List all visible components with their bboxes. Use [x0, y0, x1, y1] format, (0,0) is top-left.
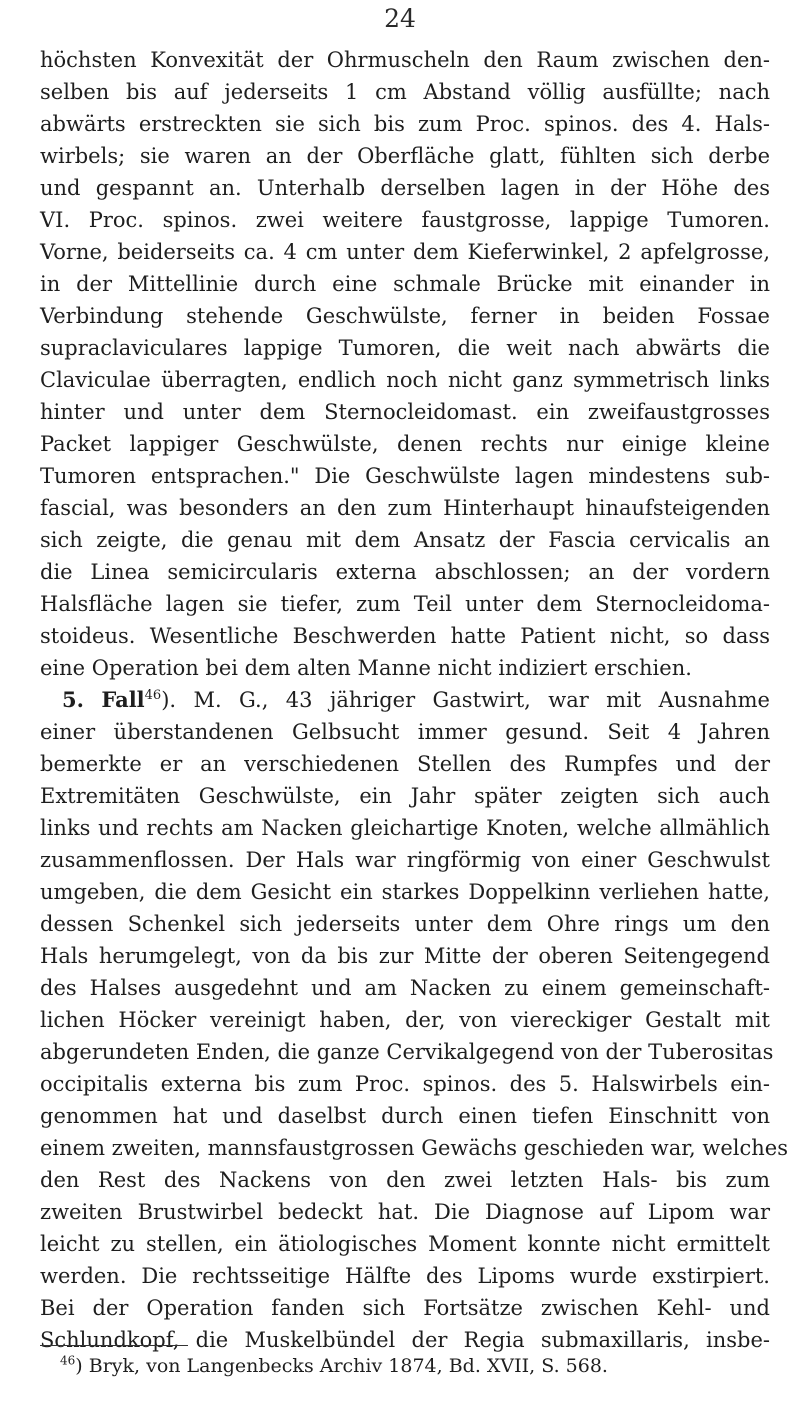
text-line: werden. Die rechtsseitige Hälfte des Lipoms wurde exstirpiert. — [40, 1264, 770, 1288]
text-line: einer überstandenen Gelbsucht immer gesund. Seit 4 Jahren — [40, 720, 770, 744]
case-heading-line — [40, 684, 770, 716]
text-line: in der Mittellinie durch eine schmale Brücke mit einander in — [40, 272, 770, 296]
text-line: Bei der Operation fanden sich Fortsätze zwischen Kehl- und — [40, 1296, 770, 1320]
footnote-marker: 46 — [60, 1353, 76, 1368]
footnote-divider — [40, 1345, 188, 1346]
case-label: Fall — [101, 687, 145, 712]
text-line: dessen Schenkel sich jederseits unter dem Ohre rings um den — [40, 912, 770, 936]
text-line: Verbindung stehende Geschwülste, ferner in beiden Fossae — [40, 304, 770, 328]
text-line: die Linea semicircularis externa abschlossen; an der vordern — [40, 560, 770, 584]
text-line: hinter und unter dem Sternocleidomast. ein zweifaustgrosses — [40, 400, 770, 424]
text-line: Hals herumgelegt, von da bis zur Mitte der oberen Seitengegend — [40, 944, 770, 968]
text-line: supraclaviculares lappige Tumoren, die weit nach abwärts die — [40, 336, 770, 360]
text-line: abwärts erstreckten sie sich bis zum Proc. spinos. des 4. Hals- — [40, 112, 770, 136]
text-line: VI. Proc. spinos. zwei weitere faustgrosse, lappige Tumoren. — [40, 208, 770, 232]
footnote-text: ) Bryk, von Langenbecks Archiv 1874, Bd. XVII, S. 568. — [75, 1355, 608, 1377]
text-line: Vorne, beiderseits ca. 4 cm unter dem Kieferwinkel, 2 apfelgrosse, — [40, 240, 770, 264]
footnote-reference: 46 — [144, 688, 162, 703]
text-line: einem zweiten, mannsfaustgrossen Gewächs geschieden war, welches — [40, 1136, 788, 1160]
text-line: Claviculae überragten, endlich noch nicht ganz symmetrisch links — [40, 368, 770, 392]
text-line: fascial, was besonders an den zum Hinterhaupt hinaufsteigenden — [40, 496, 770, 520]
text-line: Halsfläche lagen sie tiefer, zum Teil unter dem Sternocleidoma- — [40, 592, 770, 616]
body-text — [40, 44, 788, 1356]
text-line: occipitalis externa bis zum Proc. spinos. des 5. Halswirbels ein- — [40, 1072, 770, 1096]
text-line: zweiten Brustwirbel bedeckt hat. Die Diagnose auf Lipom war — [40, 1200, 770, 1224]
case-first-line: M. G., 43 jähriger Gastwirt, war mit Ausnahme — [193, 688, 770, 712]
text-line: umgeben, die dem Gesicht ein starkes Doppelkinn verliehen hatte, — [40, 880, 770, 904]
case-number: 5. — [62, 687, 84, 712]
text-line: lichen Höcker vereinigt haben, der, von viereckiger Gestalt mit — [40, 1008, 770, 1032]
text-line: bemerkte er an verschiedenen Stellen des Rumpfes und der — [40, 752, 770, 776]
text-line: stoideus. Wesentliche Beschwerden hatte Patient nicht, so dass — [40, 624, 770, 648]
text-line: des Halses ausgedehnt und am Nacken zu einem gemeinschaft- — [40, 976, 770, 1000]
case-closing: ). — [161, 688, 177, 712]
text-line: links und rechts am Nacken gleichartige Knoten, welche allmählich — [40, 816, 770, 840]
text-line: abgerundeten Enden, die ganze Cervikalgegend von der Tuberositas — [40, 1040, 774, 1064]
text-line: genommen hat und daselbst durch einen tiefen Einschnitt von — [40, 1104, 770, 1128]
page-number: 24 — [384, 4, 416, 33]
text-line: leicht zu stellen, ein ätiologisches Moment konnte nicht ermittelt — [40, 1232, 770, 1256]
footnote — [60, 1352, 760, 1380]
text-line: Extremitäten Geschwülste, ein Jahr später zeigten sich auch — [40, 784, 770, 808]
text-line: den Rest des Nackens von den zwei letzten Hals- bis zum — [40, 1168, 770, 1192]
text-line: und gespannt an. Unterhalb derselben lagen in der Höhe des — [40, 176, 770, 200]
text-line: sich zeigte, die genau mit dem Ansatz der Fascia cervicalis an — [40, 528, 770, 552]
text-line: Schlundkopf, die Muskelbündel der Regia submaxillaris, insbe- — [40, 1328, 770, 1352]
text-line: eine Operation bei dem alten Manne nicht indiziert erschien. — [40, 656, 692, 680]
text-line: selben bis auf jederseits 1 cm Abstand völlig ausfüllte; nach — [40, 80, 770, 104]
text-line: höchsten Konvexität der Ohrmuscheln den Raum zwischen den- — [40, 48, 770, 72]
text-line: Packet lappiger Geschwülste, denen rechts nur einige kleine — [40, 432, 770, 456]
text-line: wirbels; sie waren an der Oberfläche glatt, fühlten sich derbe — [40, 144, 770, 168]
text-line: zusammenflossen. Der Hals war ringförmig von einer Geschwulst — [40, 848, 770, 872]
text-line: Tumoren entsprachen." Die Geschwülste lagen mindestens sub- — [40, 464, 770, 488]
